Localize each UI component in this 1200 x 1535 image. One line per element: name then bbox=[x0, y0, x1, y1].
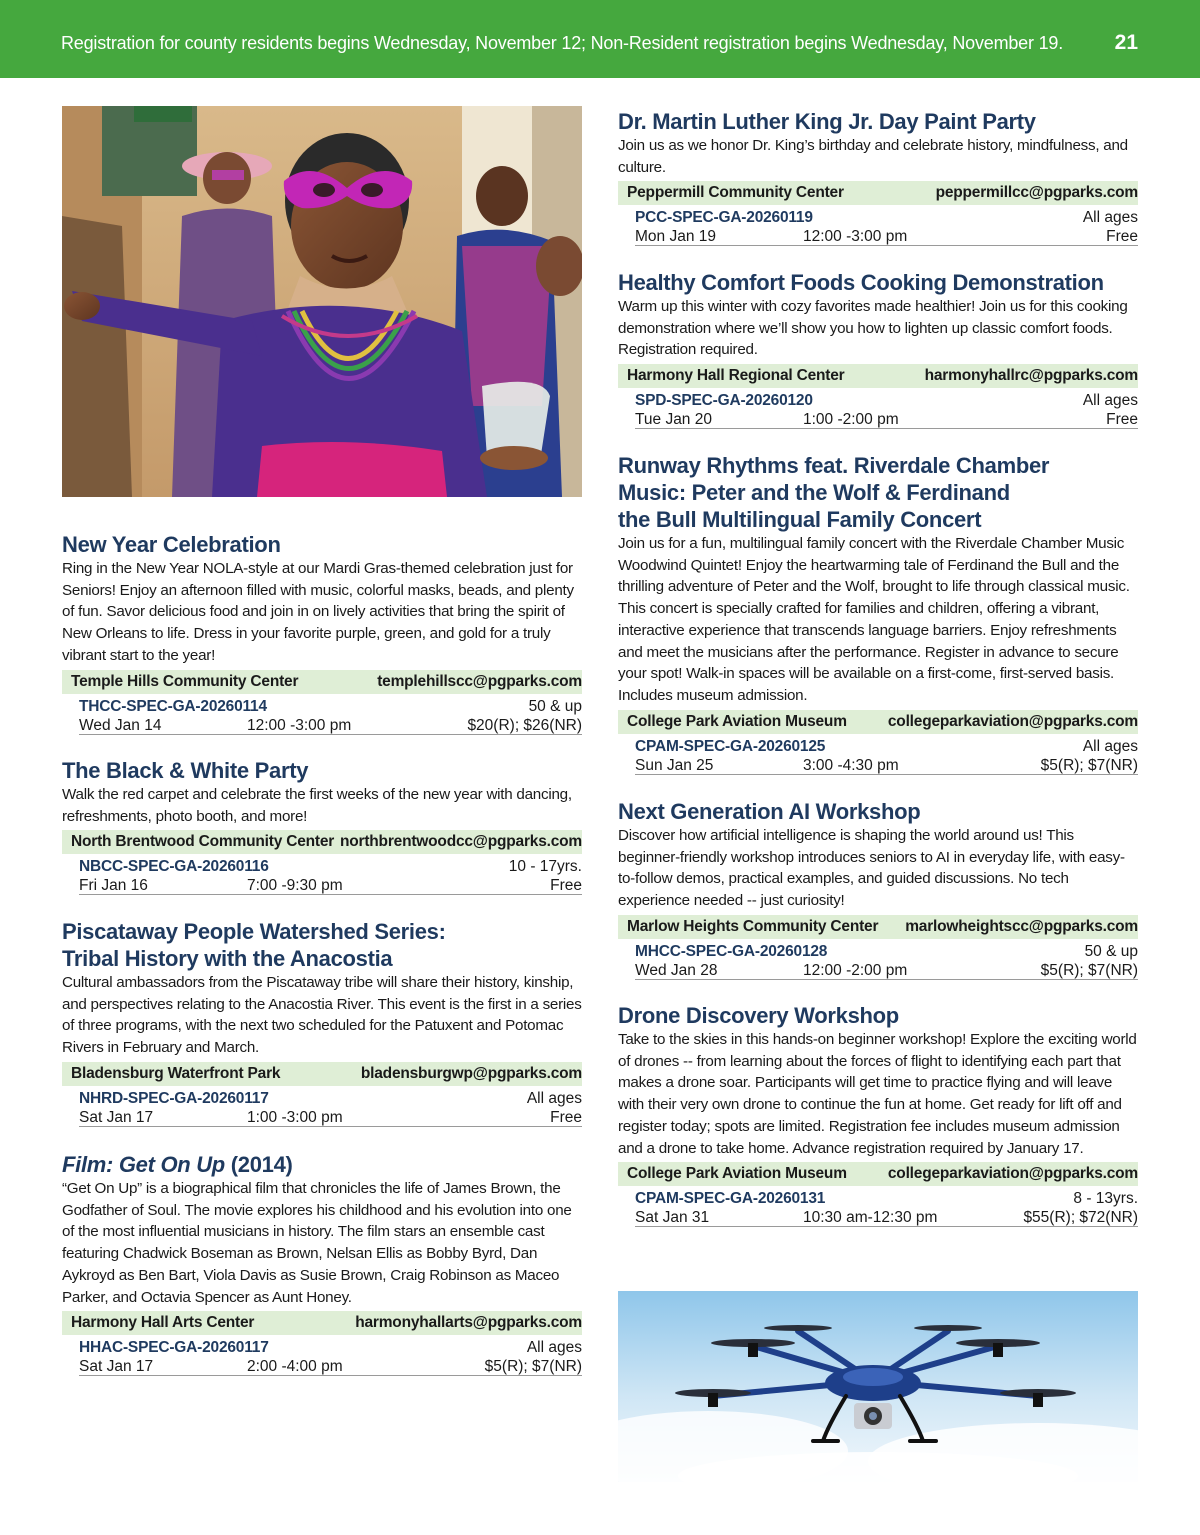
venue-band bbox=[618, 181, 1138, 205]
venue-band bbox=[618, 710, 1138, 734]
event-description: Join us for a fun, multilingual family concert with the Riverdale Chamber Music Woodwind Quintet! Enjoy the heartwarming tale of Ferdinand the Bull and the thrilling adventure of Peter and the Wolf, brought to life through classical music. This concert is specially crafted for families and children, offering a vibrant, interactive experience that transcends language barriers. Enjoy refreshments and meet the musicians after the performance. Register in advance to secure your spot! Walk-in spaces will be available on a first-come, first-served basis. Includes museum admission. bbox=[618, 535, 1130, 704]
venue-name: Marlow Heights Community Center bbox=[627, 917, 879, 935]
event-ages: All ages bbox=[526, 1089, 582, 1107]
event-new-year-celebration bbox=[62, 531, 582, 735]
celebration-photo-illustration bbox=[62, 106, 582, 497]
event-time: 1:00 -2:00 pm bbox=[803, 411, 899, 429]
event-day: Fri Jan 16 bbox=[79, 877, 148, 895]
event-description: Take to the skies in this hands-on beginner workshop! Explore the exciting world of drones -- from learning about the forces of flight to identifying each part that makes a drone soar. Participants will get time to practice flying and will leave with their very own drone to continue the fun at home. Get ready for lift off and register today; spots are limited. Registration fee includes museum admission and a drone to take home. Advance registration required by January 17. bbox=[618, 1031, 1137, 1157]
activity-code: CPAM-SPEC-GA-20260125 bbox=[635, 737, 826, 755]
event-fee: Free bbox=[1106, 228, 1138, 246]
venue-band bbox=[62, 670, 582, 694]
event-ages: 8 - 13yrs. bbox=[1073, 1190, 1138, 1208]
film-year: (2014) bbox=[224, 1152, 293, 1177]
event-day: Sun Jan 25 bbox=[635, 756, 714, 774]
event-time: 12:00 -2:00 pm bbox=[803, 961, 908, 979]
event-details bbox=[635, 939, 1138, 980]
activity-code: MHCC-SPEC-GA-20260128 bbox=[635, 942, 828, 960]
venue-name: North Brentwood Community Center bbox=[71, 833, 335, 851]
event-ages: All ages bbox=[1082, 209, 1138, 227]
event-description: Walk the red carpet and celebrate the first weeks of the new year with dancing, refreshments, photo booth, and more! bbox=[62, 786, 572, 825]
venue-name: Bladensburg Waterfront Park bbox=[71, 1064, 281, 1082]
event-time: 10:30 am-12:30 pm bbox=[803, 1209, 938, 1227]
venue-band bbox=[62, 830, 582, 854]
event-title-line: Piscataway People Watershed Series: bbox=[62, 919, 446, 944]
event-title: New Year Celebration bbox=[62, 532, 281, 557]
venue-band bbox=[618, 364, 1138, 388]
film-title: Film: Get On Up bbox=[62, 1152, 225, 1177]
event-day: Sat Jan 31 bbox=[635, 1209, 710, 1227]
event-description: Ring in the New Year NOLA-style at our Mardi Gras-themed celebration just for Seniors! Enjoy an afternoon filled with music, colorful masks, beads, and plenty of fun. Savor delicious food and join in on lively activities that bring the spirit of New Orleans to life. Dress in your favorite purple, green, and gold for a truly vibrant start to the year! bbox=[62, 560, 574, 664]
venue-email-link[interactable]: collegeparkaviation@pgparks.com bbox=[887, 712, 1138, 730]
event-mlk-paint-party bbox=[618, 108, 1138, 246]
page-number: 21 bbox=[1114, 31, 1138, 54]
event-drone-discovery bbox=[618, 1002, 1138, 1227]
venue-band bbox=[62, 1062, 582, 1086]
event-description: Cultural ambassadors from the Piscataway tribe will share their history, kinship, and perspectives relating to the Anacostia River. This event is the first in a series of three programs, with the next two scheduled for the Patuxent and Potomac Rivers in February and March. bbox=[62, 974, 582, 1057]
activity-code: PCC-SPEC-GA-20260119 bbox=[635, 209, 813, 227]
event-description: “Get On Up” is a biographical film that chronicles the life of James Brown, the Godfather of Soul. The movie explores his childhood and his evolution into one of the most influential musicians in history. The film stars an ensemble cast featuring Chadwick Boseman as Brown, Nelsan Ellis as Bobby Byrd, Dan Aykroyd as Ben Bart, Viola Davis as Susie Brown, Craig Robinson as Maceo Parker, and Octavia Spencer as Aunt Honey. bbox=[62, 1180, 572, 1306]
activity-code: SPD-SPEC-GA-20260120 bbox=[635, 392, 813, 410]
drone-photo bbox=[618, 1291, 1138, 1482]
event-fee: Free bbox=[1106, 411, 1138, 429]
event-time: 3:00 -4:30 pm bbox=[803, 756, 899, 774]
event-title: Healthy Comfort Foods Cooking Demonstration bbox=[618, 270, 1104, 295]
event-title bbox=[62, 1151, 582, 1178]
event-time: 1:00 -3:00 pm bbox=[247, 1108, 343, 1126]
venue-name: Peppermill Community Center bbox=[627, 184, 844, 202]
registration-notice: Registration for county residents begins Wednesday, November 12; Non-Resident registration begins Wednesday, November 19. bbox=[61, 33, 1064, 53]
activity-code: NBCC-SPEC-GA-20260116 bbox=[79, 858, 269, 876]
event-time: 7:00 -9:30 pm bbox=[247, 877, 343, 895]
event-description: Discover how artificial intelligence is shaping the world around us! This beginner-friendly workshop introduces seniors to AI in everyday life, with easy-to-follow demos, practical examples, and guided discussions. No tech experience needed -- just curiosity! bbox=[618, 827, 1125, 910]
event-fee: $20(R); $26(NR) bbox=[467, 716, 582, 734]
event-fee: $55(R); $72(NR) bbox=[1023, 1209, 1138, 1227]
event-ages: All ages bbox=[526, 1339, 582, 1357]
venue-name: Temple Hills Community Center bbox=[71, 672, 299, 690]
activity-code: CPAM-SPEC-GA-20260131 bbox=[635, 1190, 826, 1208]
event-details bbox=[635, 205, 1138, 246]
event-title: The Black & White Party bbox=[62, 758, 309, 783]
event-title: Drone Discovery Workshop bbox=[618, 1003, 899, 1028]
venue-name: Harmony Hall Regional Center bbox=[627, 367, 845, 385]
event-ages: All ages bbox=[1082, 392, 1138, 410]
activity-code: HHAC-SPEC-GA-20260117 bbox=[79, 1339, 269, 1357]
event-title bbox=[62, 918, 582, 972]
event-piscataway-watershed bbox=[62, 918, 582, 1127]
event-fee: $5(R); $7(NR) bbox=[484, 1358, 582, 1376]
event-next-generation-ai bbox=[618, 798, 1138, 980]
venue-email-link[interactable]: marlowheightscc@pgparks.com bbox=[905, 917, 1138, 935]
event-fee: $5(R); $7(NR) bbox=[1040, 756, 1138, 774]
event-title-line: Runway Rhythms feat. Riverdale Chamber bbox=[618, 453, 1050, 478]
event-details bbox=[635, 734, 1138, 775]
venue-email-link[interactable]: peppermillcc@pgparks.com bbox=[935, 184, 1138, 202]
venue-email-link[interactable]: collegeparkaviation@pgparks.com bbox=[887, 1165, 1138, 1183]
event-fee: $5(R); $7(NR) bbox=[1040, 961, 1138, 979]
event-day: Mon Jan 19 bbox=[635, 228, 716, 246]
venue-email-link[interactable]: northbrentwoodcc@pgparks.com bbox=[339, 833, 582, 851]
event-healthy-comfort-foods bbox=[618, 269, 1138, 429]
event-ages: 50 & up bbox=[528, 697, 582, 715]
venue-name: College Park Aviation Museum bbox=[627, 712, 847, 730]
venue-email-link[interactable]: templehillscc@pgparks.com bbox=[377, 672, 582, 690]
venue-band bbox=[618, 915, 1138, 939]
event-title bbox=[618, 452, 1138, 533]
event-title-line: Music: Peter and the Wolf & Ferdinand bbox=[618, 480, 1010, 505]
event-day: Wed Jan 14 bbox=[79, 716, 162, 734]
event-description: Join us as we honor Dr. King’s birthday and celebrate history, mindfulness, and culture. bbox=[618, 137, 1128, 176]
event-title-line: Tribal History with the Anacostia bbox=[62, 946, 393, 971]
event-fee: Free bbox=[550, 1108, 582, 1126]
venue-email-link[interactable]: bladensburgwp@pgparks.com bbox=[360, 1064, 582, 1082]
venue-email-link[interactable]: harmonyhallarts@pgparks.com bbox=[355, 1314, 582, 1332]
event-details bbox=[635, 388, 1138, 429]
event-day: Sat Jan 17 bbox=[79, 1358, 154, 1376]
event-film-get-on-up bbox=[62, 1151, 582, 1376]
event-ages: 50 & up bbox=[1084, 942, 1138, 960]
venue-email-link[interactable]: harmonyhallrc@pgparks.com bbox=[924, 367, 1138, 385]
event-title-line: the Bull Multilingual Family Concert bbox=[618, 507, 982, 532]
event-details bbox=[79, 854, 582, 895]
event-day: Tue Jan 20 bbox=[635, 411, 712, 429]
event-fee: Free bbox=[550, 877, 582, 895]
event-black-white-party bbox=[62, 757, 582, 895]
event-ages: 10 - 17yrs. bbox=[508, 858, 582, 876]
venue-name: Harmony Hall Arts Center bbox=[71, 1314, 255, 1332]
activity-code: NHRD-SPEC-GA-20260117 bbox=[79, 1089, 269, 1107]
event-details bbox=[79, 1086, 582, 1127]
event-details bbox=[79, 1335, 582, 1376]
activity-code: THCC-SPEC-GA-20260114 bbox=[79, 697, 267, 715]
event-details bbox=[635, 1186, 1138, 1227]
event-time: 2:00 -4:00 pm bbox=[247, 1358, 343, 1376]
event-description: Warm up this winter with cozy favorites made healthier! Join us for this cooking demonstration where we’ll show you how to lighten up classic comfort foods. Registration required. bbox=[618, 298, 1128, 359]
event-runway-rhythms bbox=[618, 452, 1138, 775]
venue-band bbox=[618, 1162, 1138, 1186]
drone-photo-illustration bbox=[618, 1291, 1138, 1482]
event-details bbox=[79, 694, 582, 735]
venue-name: College Park Aviation Museum bbox=[627, 1165, 847, 1183]
event-day: Wed Jan 28 bbox=[635, 961, 718, 979]
event-day: Sat Jan 17 bbox=[79, 1108, 154, 1126]
event-ages: All ages bbox=[1082, 737, 1138, 755]
event-time: 12:00 -3:00 pm bbox=[803, 228, 908, 246]
event-title: Dr. Martin Luther King Jr. Day Paint Party bbox=[618, 109, 1036, 134]
mardi-gras-celebration-photo bbox=[62, 106, 582, 497]
event-time: 12:00 -3:00 pm bbox=[247, 716, 352, 734]
registration-banner bbox=[0, 0, 1200, 78]
venue-band bbox=[62, 1311, 582, 1335]
event-title: Next Generation AI Workshop bbox=[618, 799, 921, 824]
